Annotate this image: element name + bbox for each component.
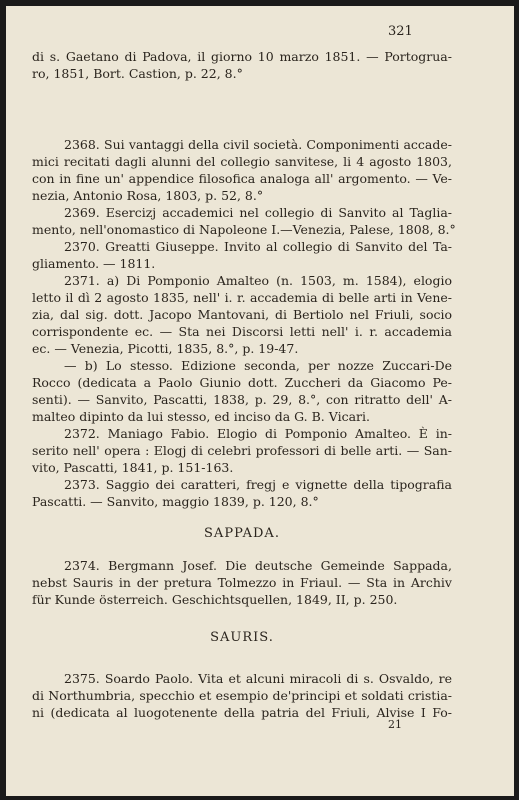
text-line: 2373. Saggio dei caratteri, fregj e vignette della tipografia (64, 477, 452, 492)
text-line: senti). — Sanvito, Pascatti, 1838, p. 29, 8.°, con ritratto dell' A- (32, 392, 452, 407)
signature-mark: 21 (388, 718, 402, 731)
entry-2371-b (32, 357, 452, 425)
entry-2373 (32, 476, 452, 510)
entry-2374 (32, 557, 452, 608)
text-line: mici recitati dagli alunni del collegio sanvitese, li 4 agosto 1803, (32, 154, 452, 169)
entry-2369 (32, 204, 456, 238)
text-line: gliamento. — 1811. (32, 256, 156, 271)
section-heading-sauris: SAURIS. (210, 630, 274, 645)
text-line: nezia, Antonio Rosa, 1803, p. 52, 8.° (32, 188, 264, 203)
text-line: mento, nell'onomastico di Napoleone I.—Venezia, Palese, 1808, 8.° (32, 222, 456, 237)
section-heading-sappada: SAPPADA. (204, 526, 280, 541)
text-line: di Northumbria, specchio et esempio de'principi et soldati cristia- (32, 688, 452, 703)
text-line: nebst Sauris in der pretura Tolmezzo in Friaul. — Sta in Archiv (32, 575, 452, 590)
book-page (6, 6, 514, 796)
text-line: 2372. Maniago Fabio. Elogio di Pomponio Amalteo. È in- (64, 426, 452, 441)
top-entry-continuation (32, 48, 452, 82)
text-line: ro, 1851, Bort. Castion, p. 22, 8.° (32, 66, 243, 81)
text-line: letto il dì 2 agosto 1835, nell' i. r. accademia di belle arti in Vene- (32, 290, 452, 305)
text-line: 2374. Bergmann Josef. Die deutsche Gemeinde Sappada, (64, 558, 452, 573)
page-number: 321 (388, 24, 413, 39)
text-line: con in fine un' appendice filosofica analoga all' argomento. — Ve- (32, 171, 452, 186)
text-line: ni (dedicata al luogotenente della patria del Friuli, Alvise I Fo- (32, 705, 452, 720)
text-line: für Kunde österreich. Geschichtsquellen, 1849, II, p. 250. (32, 592, 398, 607)
text-line: — b) Lo stesso. Edizione seconda, per nozze Zuccari-De (64, 358, 452, 373)
text-line: 2375. Soardo Paolo. Vita et alcuni miracoli di s. Osvaldo, re (64, 671, 452, 686)
text-line: ec. — Venezia, Picotti, 1835, 8.°, p. 19-47. (32, 341, 299, 356)
text-line: di s. Gaetano di Padova, il giorno 10 marzo 1851. — Portogrua- (32, 49, 452, 64)
text-line: 2371. a) Di Pomponio Amalteo (n. 1503, m. 1584), elogio (64, 273, 452, 288)
text-line: vito, Pascatti, 1841, p. 151-163. (32, 460, 234, 475)
text-line: 2368. Sui vantaggi della civil società. Componimenti accade- (64, 137, 452, 152)
entry-2371-a (32, 272, 452, 357)
text-line: 2370. Greatti Giuseppe. Invito al collegio di Sanvito del Ta- (64, 239, 452, 254)
text-line: 2369. Esercizj accademici nel collegio di Sanvito al Taglia- (64, 205, 452, 220)
entry-2375 (32, 670, 452, 721)
entry-2372 (32, 425, 452, 476)
text-line: Rocco (dedicata a Paolo Giunio dott. Zuccheri da Giacomo Pe- (32, 375, 452, 390)
text-line: serito nell' opera : Elogj di celebri professori di belle arti. — San- (32, 443, 452, 458)
text-line: corrispondente ec. — Sta nei Discorsi letti nell' i. r. accademia (32, 324, 452, 339)
text-line: Pascatti. — Sanvito, maggio 1839, p. 120, 8.° (32, 494, 319, 509)
text-line: zia, dal sig. dott. Jacopo Mantovani, di Bertiolo nel Friuli, socio (32, 307, 452, 322)
text-line: malteo dipinto da lui stesso, ed inciso da G. B. Vicari. (32, 409, 370, 424)
entry-2370 (32, 238, 452, 272)
entry-2368 (32, 136, 452, 204)
